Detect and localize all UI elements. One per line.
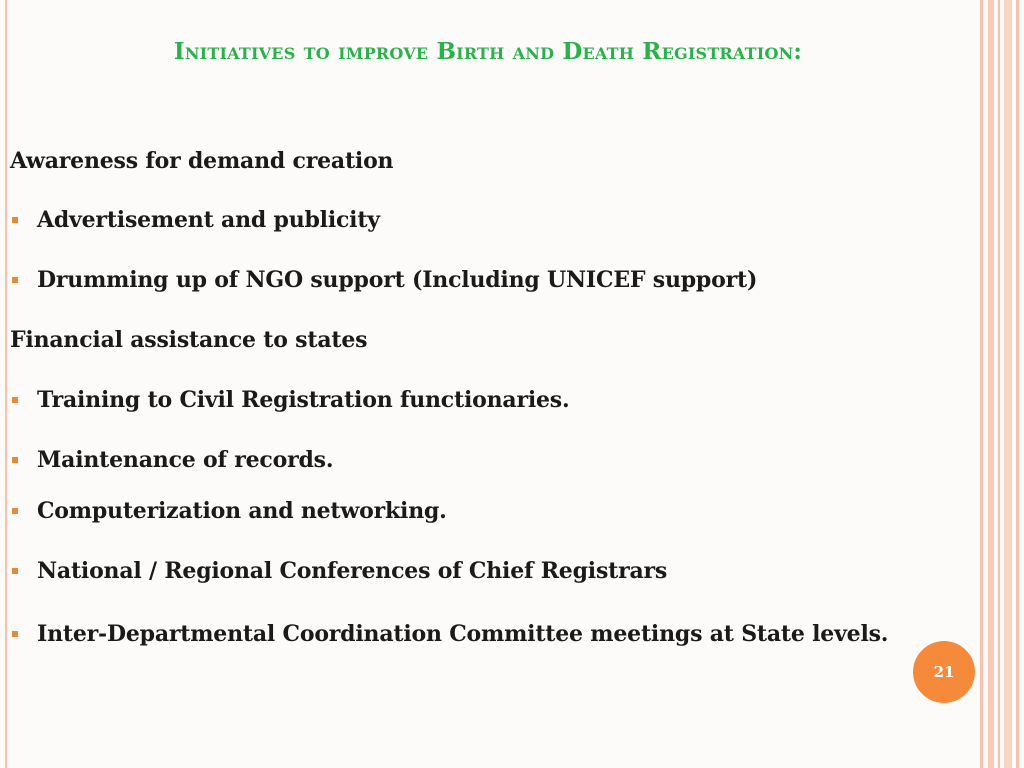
bullet-square-icon [12, 397, 18, 403]
bullet-square-icon [12, 277, 18, 283]
bullet-text: Computerization and networking. [37, 498, 447, 524]
left-border-line [5, 0, 7, 768]
list-item [12, 498, 447, 524]
section-heading-financial: Financial assistance to states [10, 327, 368, 353]
section-heading-awareness: Awareness for demand creation [10, 148, 394, 174]
bullet-text: Maintenance of records. [37, 447, 334, 473]
list-item [12, 267, 757, 293]
list-item [12, 207, 380, 233]
list-item [12, 387, 569, 413]
right-stripe-3 [998, 0, 1000, 768]
right-stripe-2 [988, 0, 994, 768]
right-stripe-1 [980, 0, 983, 768]
bullet-text: Inter-Departmental Coordination Committee meetings at State levels. [37, 621, 889, 647]
bullet-square-icon [12, 508, 18, 514]
bullet-square-icon [12, 568, 18, 574]
right-stripe-4 [1004, 0, 1012, 768]
bullet-text: Drumming up of NGO support (Including UNICEF support) [37, 267, 758, 293]
bullet-text: National / Regional Conferences of Chief Registrars [37, 558, 668, 584]
bullet-square-icon [12, 457, 18, 463]
list-item [12, 558, 667, 584]
bullet-square-icon [12, 631, 18, 637]
list-item [12, 621, 888, 647]
page-number-badge: 21 [913, 641, 975, 703]
bullet-text: Training to Civil Registration functionaries. [37, 387, 570, 413]
slide-title: Initiatives to improve Birth and Death Registration: [173, 38, 803, 65]
right-stripe-5 [1016, 0, 1019, 768]
list-item [12, 447, 333, 473]
bullet-text: Advertisement and publicity [37, 207, 380, 233]
bullet-square-icon [12, 217, 18, 223]
